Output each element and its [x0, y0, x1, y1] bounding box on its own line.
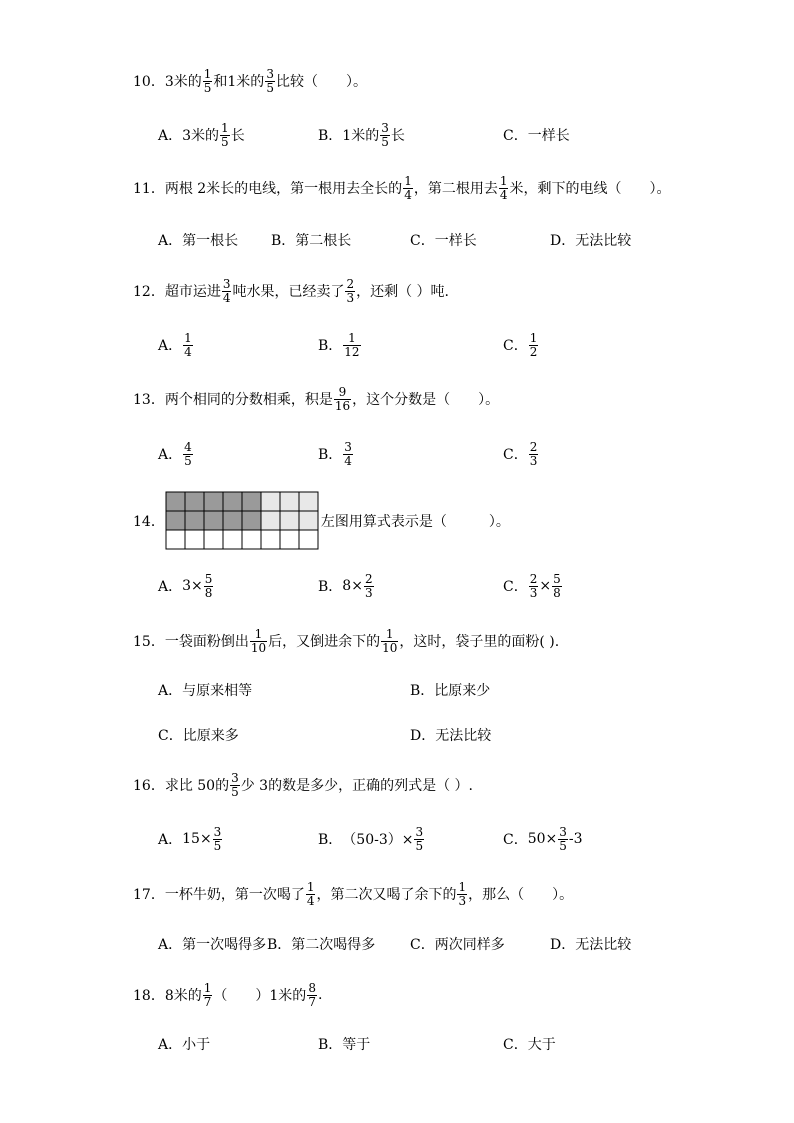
fraction: $\frac{3}{5}$: [415, 824, 424, 853]
grid-cell: [166, 511, 185, 530]
question-text: 左图用算式表示是（ ）。: [320, 514, 510, 530]
option-c[interactable]: C． $\frac{2}{3}$: [503, 439, 538, 468]
option-b[interactable]: B． 8× $\frac{2}{3}$: [318, 571, 373, 600]
fraction: $\frac{1}{10}$: [382, 626, 398, 655]
fraction: $\frac{3}{5}$: [266, 66, 274, 95]
fraction: $\frac{5}{8}$: [204, 571, 213, 600]
option-c[interactable]: C． 一样长: [410, 233, 477, 249]
question-number: 16．: [133, 778, 165, 794]
option-c[interactable]: C． $\frac{2}{3}$ × $\frac{5}{8}$: [503, 571, 561, 600]
grid-cell: [166, 530, 185, 549]
question-number: 15．: [133, 634, 165, 650]
grid-cell: [223, 492, 242, 511]
grid-cell: [223, 511, 242, 530]
question-18: [133, 975, 322, 1015]
grid-cell: [223, 530, 242, 549]
question-text: 一袋面粉倒出: [164, 634, 249, 650]
grid-cell: [242, 530, 261, 549]
fraction: $\frac{1}{5}$: [203, 66, 212, 95]
question-number: 14．: [133, 514, 165, 530]
question-text: 后，又倒进余下的: [268, 634, 381, 650]
grid-cell: [261, 492, 280, 511]
fraction: $\frac{4}{5}$: [184, 439, 192, 468]
question-13: [133, 379, 499, 419]
option-d[interactable]: D． 无法比较: [550, 233, 632, 249]
grid-cell: [299, 492, 318, 511]
question-14: [133, 491, 510, 551]
grid-cell: [280, 492, 299, 511]
fraction: $\frac{2}{3}$: [364, 571, 373, 600]
option-c[interactable]: C． 大于: [503, 1037, 556, 1053]
grid-cell: [299, 511, 318, 530]
question-text: .: [317, 987, 323, 1003]
option-c[interactable]: C． 一样长: [503, 128, 570, 144]
question-text: 比较（ ）。: [275, 74, 367, 90]
question-text: （ ）1米的: [213, 988, 307, 1004]
grid-cell: [185, 511, 204, 530]
fraction: $\frac{3}{4}$: [344, 439, 352, 468]
option-b[interactable]: B． 1米的 $\frac{3}{5}$ 长: [318, 120, 405, 149]
question-text: ，那么（ ）。: [468, 887, 574, 903]
fraction: $\frac{5}{8}$: [553, 571, 561, 600]
fraction: $\frac{1}{4}$: [404, 173, 412, 202]
fraction: $\frac{3}{4}$: [222, 276, 231, 305]
option-a[interactable]: A． 15× $\frac{3}{5}$: [158, 824, 222, 853]
option-a[interactable]: A． 小于: [158, 1037, 211, 1053]
option-b[interactable]: B． $\frac{1}{12}$: [318, 330, 360, 359]
grid-cell: [299, 530, 318, 549]
question-text: ，第二根用去: [413, 181, 498, 197]
option-d[interactable]: D． 无法比较: [550, 937, 632, 953]
option-b[interactable]: B． 比原来少: [410, 683, 491, 699]
fraction: $\frac{1}{5}$: [221, 120, 229, 149]
option-c[interactable]: C． 两次同样多: [410, 937, 505, 953]
fraction: $\frac{1}{4}$: [499, 173, 508, 202]
option-a[interactable]: A． 第一次喝得多: [158, 937, 267, 953]
fraction: $\frac{3}{5}$: [231, 770, 239, 799]
option-a[interactable]: A． 3米的 $\frac{1}{5}$ 长: [158, 120, 245, 149]
fraction: $\frac{1}{10}$: [250, 626, 267, 655]
option-c[interactable]: C． 50× $\frac{3}{5}$ -3: [503, 824, 583, 853]
question-number: 17．: [133, 887, 165, 903]
grid-cell: [261, 530, 280, 549]
question-number: 12．: [133, 284, 165, 300]
question-17: [133, 874, 573, 914]
question-text: 少 3的数是多少，正确的列式是（ ）.: [240, 778, 473, 794]
fraction: $\frac{3}{5}$: [213, 824, 222, 853]
option-a[interactable]: A． 第一根长: [158, 233, 239, 249]
question-number: 18．: [133, 988, 165, 1004]
question-text: 米，剩下的电线（ ）。: [509, 181, 671, 197]
fraction: $\frac{2}{3}$: [529, 571, 538, 600]
question-number: 11．: [133, 181, 165, 197]
fraction-grid-diagram: [165, 491, 319, 551]
question-text: 3米的: [164, 74, 202, 90]
question-text: 一杯牛奶，第一次喝了: [164, 887, 305, 903]
grid-cell: [261, 511, 280, 530]
grid-cell: [204, 511, 223, 530]
fraction: $\frac{3}{5}$: [381, 120, 389, 149]
fraction: $\frac{1}{12}$: [344, 330, 360, 359]
fraction: $\frac{3}{5}$: [559, 824, 567, 853]
question-text: ，这时，袋子里的面粉( ).: [399, 634, 560, 650]
question-text: 超市运进: [164, 284, 221, 300]
grid-cell: [204, 530, 223, 549]
grid-cell: [280, 511, 299, 530]
grid-cell: [280, 530, 299, 549]
question-16: [133, 765, 473, 805]
question-text: 求比 50的: [164, 778, 230, 794]
question-text: 和1米的: [213, 74, 265, 90]
option-c[interactable]: C． $\frac{1}{2}$: [503, 330, 538, 359]
question-12: [133, 271, 449, 311]
option-b[interactable]: B． 等于: [318, 1037, 371, 1053]
fraction: $\frac{1}{7}$: [203, 980, 212, 1009]
grid-cell: [185, 492, 204, 511]
option-b[interactable]: B． $\frac{3}{4}$: [318, 439, 352, 468]
grid-cell: [242, 511, 261, 530]
question-text: 吨水果，已经卖了: [232, 284, 345, 300]
fraction: $\frac{1}{4}$: [306, 879, 315, 908]
question-text: 两根 2米长的电线，第一根用去全长的: [164, 181, 403, 197]
option-b[interactable]: B． 第二次喝得多: [267, 937, 376, 953]
option-a[interactable]: A． 3× $\frac{5}{8}$: [158, 571, 213, 600]
question-number: 10．: [133, 74, 165, 90]
question-text: ，还剩（ ）吨.: [356, 284, 450, 300]
option-a[interactable]: A． $\frac{4}{5}$: [158, 439, 192, 468]
question-number: 13．: [133, 392, 165, 408]
fraction: $\frac{2}{3}$: [529, 439, 538, 468]
fraction: $\frac{2}{3}$: [346, 276, 355, 305]
question-text: 8米的: [164, 988, 202, 1004]
option-d[interactable]: D． 无法比较: [410, 728, 492, 744]
question-text: ，这个分数是（ ）。: [352, 392, 500, 408]
option-c[interactable]: C． 比原来多: [158, 728, 239, 744]
question-10: [133, 61, 367, 101]
grid-cell: [204, 492, 223, 511]
grid-cell: [166, 492, 185, 511]
option-b[interactable]: B． 第二根长: [271, 233, 352, 249]
fraction: $\frac{1}{3}$: [458, 879, 467, 908]
fraction: $\frac{9}{16}$: [334, 384, 351, 413]
grid-cell: [185, 530, 204, 549]
fraction: $\frac{1}{4}$: [184, 330, 192, 359]
option-b[interactable]: B． （50-3）× $\frac{3}{5}$: [318, 824, 424, 853]
option-a[interactable]: A． $\frac{1}{4}$: [158, 330, 192, 359]
question-text: 两个相同的分数相乘，积是: [164, 392, 333, 408]
question-text: ，第二次又喝了余下的: [316, 887, 457, 903]
fraction: $\frac{8}{7}$: [308, 980, 316, 1009]
question-11: [133, 168, 670, 208]
question-15: [133, 621, 559, 661]
fraction: $\frac{1}{2}$: [529, 330, 538, 359]
grid-cell: [242, 492, 261, 511]
option-a[interactable]: A． 与原来相等: [158, 683, 253, 699]
